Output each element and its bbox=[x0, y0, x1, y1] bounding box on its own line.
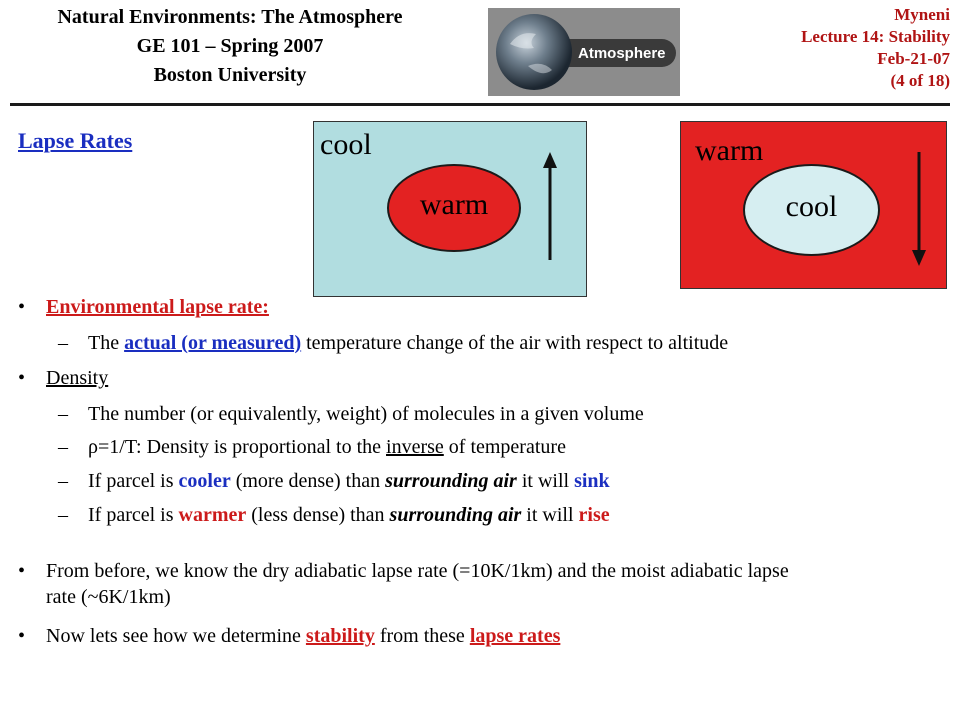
lecture-title: Lecture 14: Stability bbox=[801, 27, 950, 46]
dash-icon: – bbox=[58, 436, 68, 458]
parcel-label: cool bbox=[785, 190, 838, 223]
course-institution: Boston University bbox=[153, 64, 307, 86]
course-term: GE 101 – Spring 2007 bbox=[136, 35, 324, 57]
surrounding-label: warm bbox=[695, 134, 764, 167]
highlight-term: rise bbox=[578, 504, 610, 526]
atmosphere-logo bbox=[488, 8, 680, 96]
sub-item-text: The number (or equivalently, weight) of molecules in a given volume bbox=[88, 403, 644, 425]
earth-logo-icon bbox=[488, 8, 680, 96]
course-header bbox=[0, 3, 460, 90]
warm-parcel bbox=[387, 164, 521, 252]
highlight-term: sink bbox=[574, 470, 610, 492]
dash-icon: – bbox=[58, 403, 68, 425]
dash-icon: – bbox=[58, 504, 68, 526]
bullet-icon: • bbox=[18, 560, 26, 582]
bullet-heading: Environmental lapse rate: bbox=[46, 296, 269, 318]
sub-item-text: The actual (or measured) temperature change of the air with respect to altitude bbox=[88, 332, 729, 354]
section-title: Lapse Rates bbox=[18, 128, 133, 153]
arrow-up-icon bbox=[540, 150, 560, 262]
bullet-icon: • bbox=[18, 367, 26, 389]
highlight-term: stability bbox=[305, 625, 375, 647]
slide-number: (4 of 18) bbox=[890, 71, 950, 90]
highlight-term: cooler bbox=[178, 470, 231, 492]
header-divider bbox=[10, 103, 950, 106]
surrounding-label: cool bbox=[320, 128, 372, 161]
sinking-parcel-diagram bbox=[680, 121, 947, 289]
highlight-term: inverse bbox=[386, 436, 444, 458]
bullet-text-line: rate (~6K/1km) bbox=[46, 586, 171, 608]
rising-parcel-diagram bbox=[313, 121, 587, 297]
logo-text: Atmosphere bbox=[578, 45, 666, 62]
cool-parcel bbox=[743, 164, 880, 256]
sub-item-text: If parcel is warmer (less dense) than surrounding air it will rise bbox=[88, 504, 610, 526]
sub-item-text: ρ=1/T: Density is proportional to the inverse of temperature bbox=[88, 436, 566, 458]
course-title: Natural Environments: The Atmosphere bbox=[57, 6, 403, 28]
bullet-heading: Density bbox=[46, 367, 109, 389]
sub-item-text: If parcel is cooler (more dense) than surrounding air it will sink bbox=[88, 470, 610, 492]
dash-icon: – bbox=[58, 470, 68, 492]
rho-symbol: ρ bbox=[88, 436, 98, 458]
highlight-term: warmer bbox=[178, 504, 247, 526]
instructor-name: Myneni bbox=[894, 5, 950, 24]
highlight-term: lapse rates bbox=[469, 625, 561, 647]
arrow-down-icon bbox=[909, 150, 929, 268]
dash-icon: – bbox=[58, 332, 68, 354]
lecture-date: Feb-21-07 bbox=[877, 49, 950, 68]
bullet-icon: • bbox=[18, 625, 26, 647]
bullet-icon: • bbox=[18, 296, 26, 318]
bullet-text: Now lets see how we determine stability from these lapse rates bbox=[46, 625, 561, 647]
highlight-term: surrounding air bbox=[385, 470, 517, 492]
highlight-term: surrounding air bbox=[389, 504, 522, 526]
lecture-info bbox=[801, 4, 950, 92]
highlight-term: actual (or measured) bbox=[124, 332, 302, 354]
parcel-label: warm bbox=[419, 188, 489, 221]
bullet-text-line: From before, we know the dry adiabatic lapse rate (=10K/1km) and the moist adiabatic lapse bbox=[46, 560, 789, 582]
